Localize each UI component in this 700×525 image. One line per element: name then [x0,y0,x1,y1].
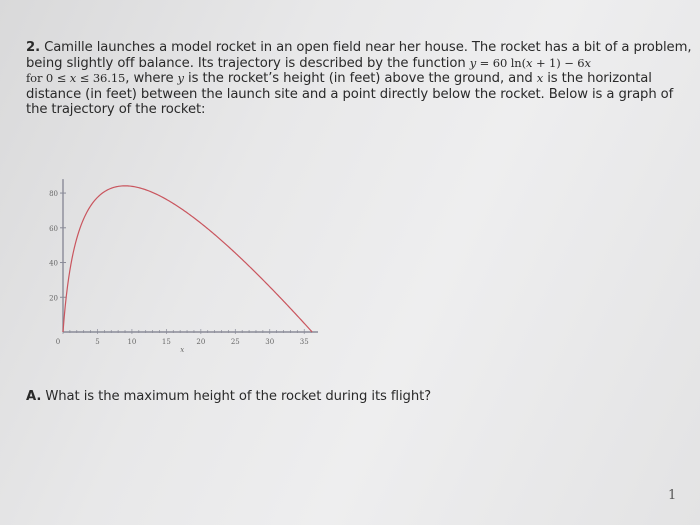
problem-statement: 2. Camille launches a model rocket in an open field near her house. The rocket has a bit of a problem, being slightly off balance. Its trajectory is described by the function y = 60 ln(x + 1) − 6x for 0 ≤ x ≤ 36.15, where y is the rocket’s height (in feet) above the ground, and x is the horizontal distance (in feet) between the launch site and a point directly below the rocket. Below is a graph of the trajectory of the rocket: [26,40,692,117]
page-number: 1 [668,488,677,503]
domain-statement: for 0 ≤ x ≤ 36.15 [26,71,126,85]
x-axis-label: x [180,346,185,354]
y-tick-label: 20 [49,294,58,303]
trajectory-function: y = 60 ln(x + 1) − 6x [469,55,591,70]
question-a [26,389,431,404]
y-tick-label: 40 [49,259,58,268]
problem-number: 2. [26,40,40,55]
x-tick-label: 15 [161,338,171,346]
question-text: What is the maximum height of the rocket during its flight? [41,389,432,404]
x-tick-label: 30 [265,338,275,346]
x-tick-label: 0 [55,338,61,346]
x-tick-label: 10 [127,338,137,346]
x-tick-label: 35 [299,338,309,346]
trajectory-graph [40,165,340,365]
question-letter: A. [26,389,42,404]
x-tick-label: 5 [95,338,100,346]
trajectory-curve [63,186,312,332]
x-tick-label: 20 [196,338,206,346]
x-tick-label: 25 [230,338,240,346]
problem-intro: Camille launches a model rocket in an open field near her house. The rocket has a bit of a problem, being slightly off balance. Its trajectory is described by the function [26,40,692,71]
y-tick-label: 80 [49,190,58,199]
y-tick-label: 60 [49,224,58,233]
